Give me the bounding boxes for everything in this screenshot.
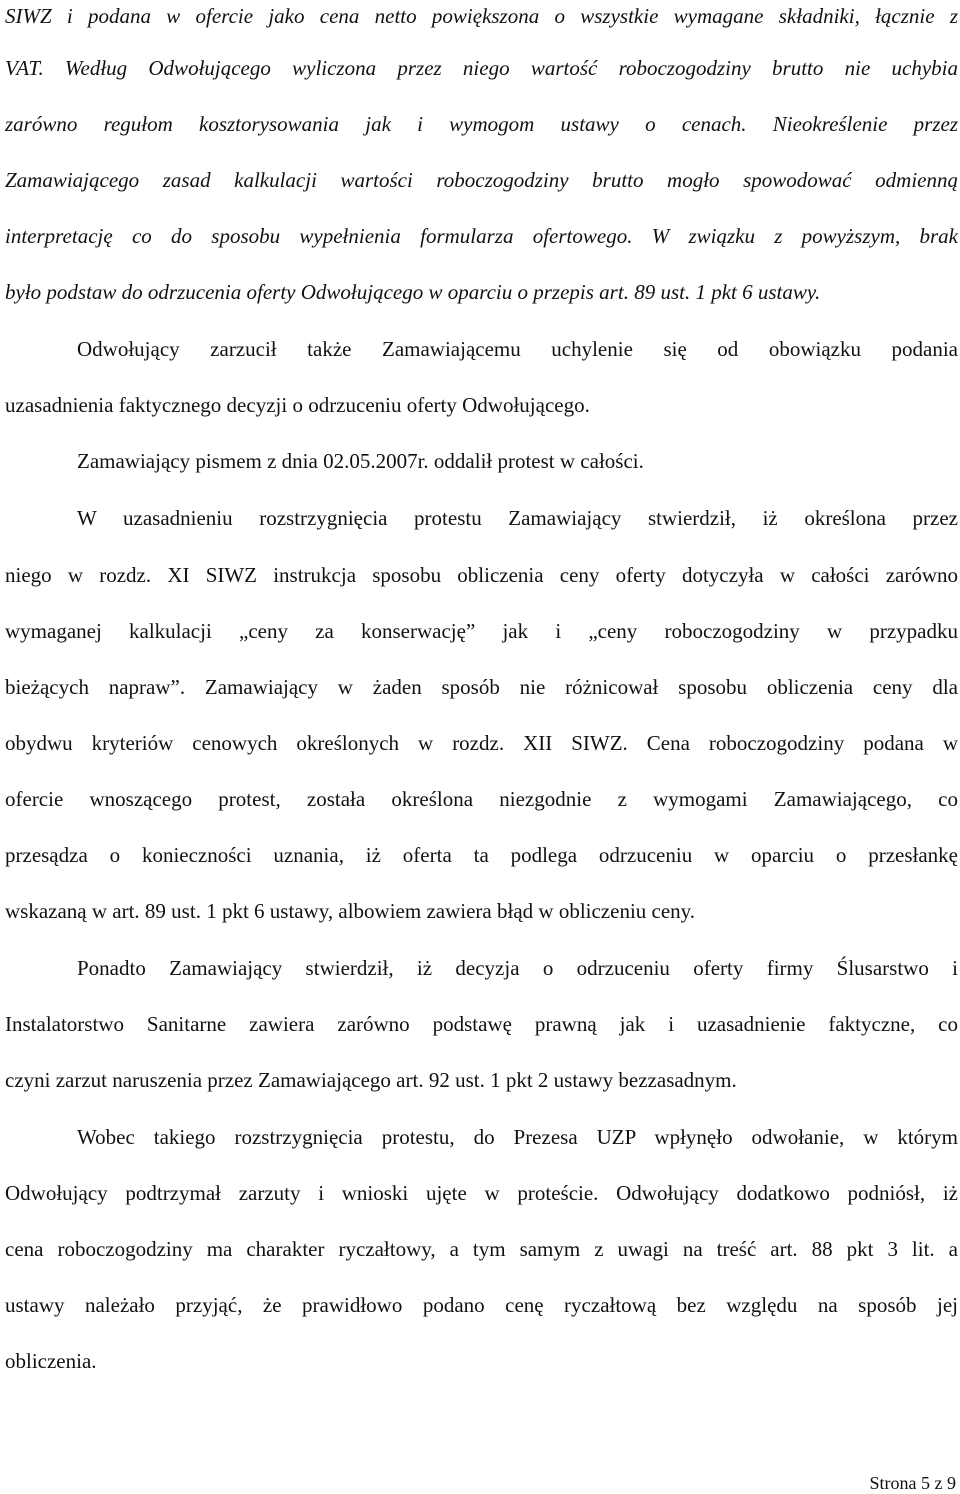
- text-line: uzasadnienia faktycznego decyzji o odrzuceniu oferty Odwołującego.: [5, 393, 590, 417]
- text-line: wskazaną w art. 89 ust. 1 pkt 6 ustawy, albowiem zawiera błąd w obliczeniu ceny.: [5, 899, 696, 923]
- text-line: wymaganej kalkulacji „ceny za konserwację” jak i „ceny roboczogodziny w przypadku: [5, 619, 958, 643]
- text-line: bieżących napraw”. Zamawiający w żaden sposób nie różnicował sposobu obliczenia ceny dla: [5, 675, 958, 699]
- text-line: Odwołujący podtrzymał zarzuty i wnioski ujęte w proteście. Odwołujący dodatkowo podniósł, iż: [5, 1181, 958, 1205]
- text-line: było podstaw do odrzucenia oferty Odwołującego w oparciu o przepis art. 89 ust. 1 pkt 6 ustawy.: [5, 280, 821, 304]
- text-line: Zamawiającego zasad kalkulacji wartości roboczogodziny brutto mogło spowodować odmienną: [5, 168, 958, 192]
- text-line: zarówno regułom kosztorysowania jak i wymogom ustawy o cenach. Nieokreślenie przez: [5, 112, 958, 136]
- text-line: Instalatorstwo Sanitarne zawiera zarówno podstawę prawną jak i uzasadnienie faktyczne, co: [5, 1012, 958, 1036]
- text-line: SIWZ i podana w ofercie jako cena netto powiększona o wszystkie wymagane składniki, łącznie z: [5, 4, 958, 28]
- text-line: Wobec takiego rozstrzygnięcia protestu, do Prezesa UZP wpłynęło odwołanie, w którym: [77, 1125, 958, 1149]
- text-line: Zamawiający pismem z dnia 02.05.2007r. oddalił protest w całości.: [77, 449, 644, 473]
- text-line: przesądza o konieczności uznania, iż oferta ta podlega odrzuceniu w oparciu o przesłankę: [5, 843, 958, 867]
- text-line: interpretację co do sposobu wypełnienia formularza ofertowego. W związku z powyższym, brak: [5, 224, 958, 248]
- page-number: Strona 5 z 9: [869, 1473, 956, 1493]
- text-line: Ponadto Zamawiający stwierdził, iż decyzja o odrzuceniu oferty firmy Ślusarstwo i: [77, 956, 958, 980]
- text-line: VAT. Według Odwołującego wyliczona przez niego wartość roboczogodziny brutto nie uchybia: [5, 56, 958, 80]
- text-line: obydwu kryteriów cenowych określonych w rozdz. XII SIWZ. Cena roboczogodziny podana w: [5, 731, 958, 755]
- text-line: ofercie wnoszącego protest, została określona niezgodnie z wymogami Zamawiającego, co: [5, 787, 958, 811]
- text-line: cena roboczogodziny ma charakter ryczałtowy, a tym samym z uwagi na treść art. 88 pkt 3 lit. a: [5, 1237, 958, 1261]
- text-line: Odwołujący zarzucił także Zamawiającemu uchylenie się od obowiązku podania: [77, 337, 958, 361]
- text-line: ustawy należało przyjąć, że prawidłowo podano cenę ryczałtową bez względu na sposób jej: [5, 1293, 958, 1317]
- text-line: obliczenia.: [5, 1349, 97, 1373]
- text-line: czyni zarzut naruszenia przez Zamawiającego art. 92 ust. 1 pkt 2 ustawy bezzasadnym.: [5, 1068, 737, 1092]
- text-line: niego w rozdz. XI SIWZ instrukcja sposobu obliczenia ceny oferty dotyczyła w całości zarówno: [5, 563, 958, 587]
- text-line: W uzasadnieniu rozstrzygnięcia protestu Zamawiający stwierdził, iż określona przez: [77, 506, 958, 530]
